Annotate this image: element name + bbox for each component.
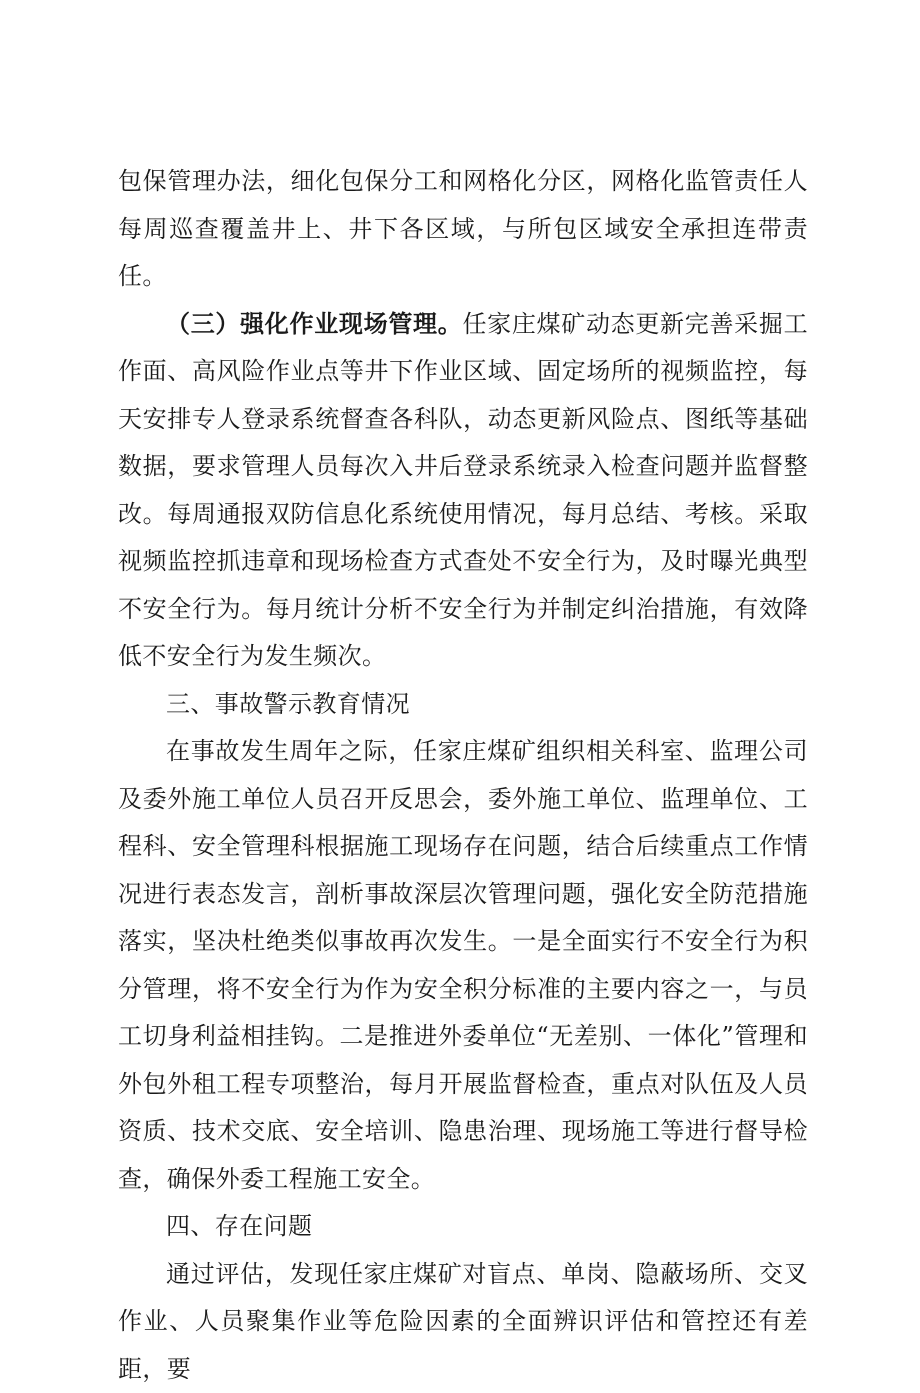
paragraph-text: 任家庄煤矿动态更新完善采掘工作面、高风险作业点等井下作业区域、固定场所的视频监控，每天安排专人登录系统督查各科队，动态更新风险点、图纸等基础数据，要求管理人员每次入井后登录系统录入检查问题并监督整改。每周通报双防信息化系统使用情况，每月总结、考核。采取视频监控抓违章和现场检查方式查处不安全行为，及时曝光典型不安全行为。每月统计分析不安全行为并制定纠治措施，有效降低不安全行为发生频次。 — [118, 310, 808, 671]
section-heading-3: 三、事故警示教育情况 — [118, 681, 808, 729]
paragraph-accident-education: 在事故发生周年之际，任家庄煤矿组织相关科室、监理公司及委外施工单位人员召开反思会，委外施工单位、监理单位、工程科、安全管理科根据施工现场存在问题，结合后续重点工作情况进行表态发言，剖析事故深层次管理问题，强化安全防范措施落实，坚决杜绝类似事故再次发生。一是全面实行不安全行为积分管理，将不安全行为作为安全积分标准的主要内容之一，与员工切身利益相挂钩。二是推进外委单位“无差别、一体化”管理和外包外租工程专项整治，每月开展监督检查，重点对队伍及人员资质、技术交底、安全培训、隐患治理、现场施工等进行督导检查，确保外委工程施工安全。 — [118, 728, 808, 1203]
document-body — [118, 158, 808, 1393]
section-heading-4: 四、存在问题 — [118, 1203, 808, 1251]
paragraph-continuation: 包保管理办法，细化包保分工和网格化分区，网格化监管责任人每周巡查覆盖井上、井下各区域，与所包区域安全承担连带责任。 — [118, 158, 808, 301]
paragraph-existing-problems: 通过评估，发现任家庄煤矿对盲点、单岗、隐蔽场所、交叉作业、人员聚集作业等危险因素的全面辨识评估和管控还有差距，要 — [118, 1251, 808, 1393]
section-subheading: （三）强化作业现场管理。 — [166, 310, 462, 338]
paragraph-site-management — [118, 301, 808, 681]
